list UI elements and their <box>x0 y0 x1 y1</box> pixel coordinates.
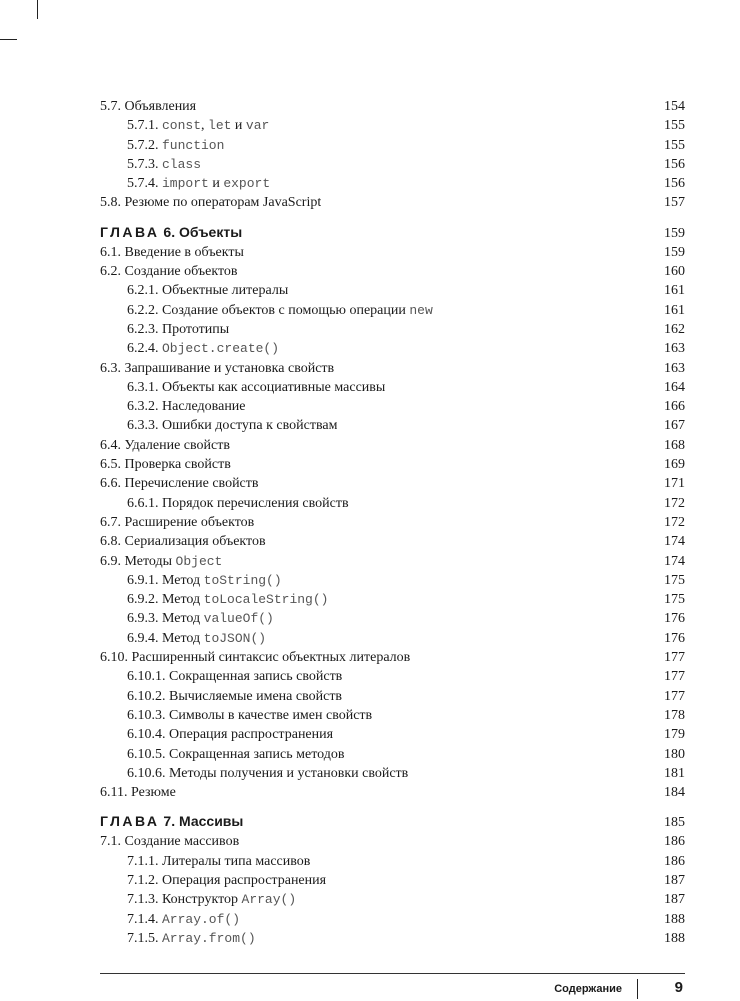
page-number: 9 <box>674 979 683 996</box>
toc-entry-text: 6.8. Сериализация объектов <box>100 534 266 550</box>
toc-entry <box>100 532 685 551</box>
toc-entry-text: 5.7. Объявления <box>100 99 197 114</box>
toc-entry <box>100 552 685 571</box>
toc-entry-title <box>100 648 410 667</box>
toc-page-number: 154 <box>664 99 685 114</box>
toc-entry-title <box>127 687 342 706</box>
toc-entry <box>100 494 685 513</box>
toc-entry-title <box>127 320 229 339</box>
toc-page-number: 155 <box>664 118 685 134</box>
toc-entry-text: 6.2.1. Объектные литералы <box>127 283 289 299</box>
toc-page-number: 169 <box>664 457 685 473</box>
toc-entry-title <box>100 359 334 378</box>
toc-page-number: 157 <box>664 195 685 211</box>
toc-entry-title <box>127 281 288 300</box>
toc-entry-text: 6.3.3. Ошибки доступа к свойствам <box>127 418 338 434</box>
toc-entry-title <box>127 871 326 890</box>
toc-page-number: 177 <box>664 650 685 666</box>
toc-entry <box>100 320 685 339</box>
toc-entry-title <box>127 494 349 513</box>
toc-entry-title <box>127 116 269 135</box>
toc-entry <box>100 116 685 135</box>
toc-page-number: 172 <box>664 495 685 511</box>
toc-entry-text: 5.8. Резюме по операторам JavaScript <box>100 195 322 211</box>
code-identifier: import <box>162 176 209 192</box>
toc-entry-text: 6.10. Расширенный синтаксис объектных литералов <box>100 650 411 666</box>
toc-page-number: 172 <box>664 514 685 530</box>
toc-entry-title <box>100 262 238 281</box>
toc-entry <box>100 648 685 667</box>
toc-entry-text: 7.1.1. Литералы типа массивов <box>127 853 311 869</box>
toc-entry-title <box>100 783 176 802</box>
code-identifier: const <box>162 118 202 134</box>
code-identifier: Array.from() <box>162 930 256 946</box>
toc-entry-title <box>127 764 408 783</box>
toc-entry-title <box>127 890 296 909</box>
toc-page-number: 186 <box>664 853 685 869</box>
toc-entry-text: 6.9.2. Метод <box>127 592 204 608</box>
toc-entry <box>100 262 685 281</box>
toc-page-number: 176 <box>664 630 685 646</box>
toc-page-number: 176 <box>664 611 685 627</box>
toc-entry-title <box>100 223 242 242</box>
toc-entry-text: 5.7.1. <box>127 118 162 134</box>
chapter-word: ГЛАВА <box>100 223 160 240</box>
toc-entry <box>100 339 685 358</box>
toc-page-number: 163 <box>664 360 685 376</box>
toc-entry <box>100 871 685 890</box>
toc-entry <box>100 193 685 212</box>
toc-page-number: 188 <box>664 930 685 946</box>
toc-entry <box>100 97 685 116</box>
toc-entry-title <box>127 301 433 320</box>
toc-entry-text: 6.1. Введение в объекты <box>100 244 244 260</box>
footer-separator <box>637 979 638 999</box>
toc-page-number: 175 <box>664 572 685 588</box>
toc-entry-text: 5.7.4. <box>127 176 162 192</box>
toc-chapter-heading <box>100 223 685 242</box>
toc-entry <box>100 301 685 320</box>
toc-entry-text: 6.2.4. <box>127 341 162 357</box>
toc-entry-title <box>100 97 196 116</box>
toc-entry-title <box>100 474 259 493</box>
toc-entry <box>100 155 685 174</box>
toc-entry-title <box>100 832 239 851</box>
toc-entry <box>100 455 685 474</box>
toc-page-number: 160 <box>664 264 685 280</box>
toc-entry <box>100 832 685 851</box>
code-identifier: toLocaleString() <box>203 592 329 608</box>
code-identifier: new <box>409 302 433 318</box>
toc-entry-title <box>127 339 279 358</box>
code-identifier: valueOf() <box>203 611 274 627</box>
toc-entry <box>100 706 685 725</box>
toc-entry-text: 6.9.4. Метод <box>127 630 204 646</box>
toc-entry-title <box>127 378 385 397</box>
toc-entry-text: 6.6. Перечисление свойств <box>100 476 259 492</box>
toc-entry <box>100 725 685 744</box>
toc-entry-text: 6.6.1. Порядок перечисления свойств <box>127 495 349 511</box>
toc-entry-text: 6.9.1. Метод <box>127 572 204 588</box>
toc-entry-text: 6.10.3. Символы в качестве имен свойств <box>127 707 373 723</box>
toc-page-number: 156 <box>664 156 685 172</box>
toc-entry <box>100 378 685 397</box>
toc-page-number: 187 <box>664 892 685 908</box>
crop-mark-vertical <box>37 0 38 19</box>
toc-page-number: 156 <box>664 176 685 192</box>
toc-entry-text: , <box>201 118 209 134</box>
toc-chapter-heading <box>100 812 685 831</box>
toc-entry <box>100 629 685 648</box>
toc-entry <box>100 513 685 532</box>
toc-entry-text: 6.9.3. Метод <box>127 611 204 627</box>
code-identifier: Object.create() <box>162 341 280 357</box>
running-title: Содержание <box>554 983 622 995</box>
toc-page-number: 185 <box>664 815 685 831</box>
chapter-word: ГЛАВА <box>100 813 160 830</box>
toc-entry-text: 6.3.2. Наследование <box>127 399 246 415</box>
toc-page-number: 166 <box>664 399 685 415</box>
toc-entry-text: 6.10.5. Сокращенная запись методов <box>127 746 345 762</box>
toc-entry <box>100 745 685 764</box>
toc-page-number: 164 <box>664 379 685 395</box>
toc-entry-title <box>127 629 266 648</box>
crop-mark-horizontal <box>0 39 17 40</box>
toc-entry <box>100 174 685 193</box>
toc-entry-title <box>100 812 243 831</box>
toc-entry-title <box>100 513 254 532</box>
toc-page-number: 162 <box>664 321 685 337</box>
toc-entry <box>100 687 685 706</box>
toc-entry-text: 6.10.4. Операция распространения <box>127 727 334 743</box>
toc-entry <box>100 609 685 628</box>
toc-entry-text: 6.10.2. Вычисляемые имена свойств <box>127 688 343 704</box>
toc-entry-text: 5.7.2. <box>127 137 162 153</box>
toc-entry-title <box>100 552 222 571</box>
code-identifier: Object <box>175 553 223 569</box>
toc-entry-title <box>127 725 333 744</box>
toc-entry-text: 6.3.1. Объекты как ассоциативные массивы <box>127 379 386 395</box>
toc-entry-text: и <box>231 118 246 134</box>
toc-page-number: 168 <box>664 437 685 453</box>
toc-entry-text: 6.2.2. Создание объектов с помощью операции <box>127 302 410 318</box>
toc-entry-title <box>127 910 240 929</box>
toc-entry-text: 6.9. Методы <box>100 553 176 569</box>
table-of-contents <box>100 97 685 948</box>
toc-entry-title <box>100 532 266 551</box>
toc-entry <box>100 243 685 262</box>
toc-entry <box>100 890 685 909</box>
toc-entry-title <box>127 745 344 764</box>
toc-entry <box>100 929 685 948</box>
toc-entry-title <box>100 193 321 212</box>
toc-entry-title <box>127 174 270 193</box>
code-identifier: function <box>162 137 225 153</box>
toc-entry <box>100 474 685 493</box>
toc-entry-text: 7.1.5. <box>127 930 162 946</box>
toc-page-number: 163 <box>664 341 685 357</box>
code-identifier: toString() <box>203 572 282 588</box>
toc-page-number: 177 <box>664 688 685 704</box>
toc-entry-title <box>127 590 328 609</box>
toc-entry-text: 6.11. Резюме <box>100 785 176 801</box>
toc-entry-title <box>127 609 274 628</box>
toc-page-number: 167 <box>664 418 685 434</box>
toc-entry-text: и <box>208 176 224 192</box>
toc-entry-title <box>127 852 310 871</box>
toc-entry <box>100 436 685 455</box>
toc-entry-title <box>127 416 337 435</box>
toc-entry-text: 5.7.3. <box>127 156 162 172</box>
toc-entry <box>100 281 685 300</box>
toc-entry-text: 6.2.3. Прототипы <box>127 321 230 337</box>
toc-page-number: 174 <box>664 553 685 569</box>
toc-entry <box>100 852 685 871</box>
toc-entry-title <box>127 706 372 725</box>
toc-page-number: 171 <box>664 476 685 492</box>
toc-entry-text: 6.10.1. Сокращенная запись свойств <box>127 669 343 685</box>
toc-entry <box>100 397 685 416</box>
code-identifier: var <box>245 118 270 134</box>
toc-page-number: 178 <box>664 707 685 723</box>
toc-entry <box>100 416 685 435</box>
toc-page-number: 184 <box>664 785 685 801</box>
footer-rule <box>100 973 685 974</box>
code-identifier: toJSON() <box>203 630 267 646</box>
toc-page-number: 186 <box>664 834 685 850</box>
toc-entry <box>100 764 685 783</box>
toc-entry <box>100 910 685 929</box>
toc-entry-text: 6.10.6. Методы получения и установки свойств <box>127 765 409 781</box>
toc-page-number: 177 <box>664 669 685 685</box>
toc-page-number: 159 <box>664 244 685 260</box>
code-identifier: let <box>208 118 232 134</box>
toc-entry <box>100 136 685 155</box>
toc-entry <box>100 571 685 590</box>
code-identifier: class <box>162 156 202 172</box>
toc-entry-text: 6. Объекты <box>159 223 243 240</box>
toc-entry-text: 6.5. Проверка свойств <box>100 457 231 473</box>
toc-page-number: 188 <box>664 911 685 927</box>
toc-entry-text: 6.4. Удаление свойств <box>100 437 230 453</box>
toc-entry-text: 6.2. Создание объектов <box>100 264 238 280</box>
toc-entry <box>100 783 685 802</box>
toc-entry-title <box>100 455 231 474</box>
toc-entry-text: 7.1.3. Конструктор <box>127 892 242 908</box>
page-footer <box>100 979 685 1001</box>
toc-page-number: 161 <box>664 283 685 299</box>
toc-page-number: 175 <box>664 592 685 608</box>
toc-entry-text: 7.1.2. Операция распространения <box>127 872 327 888</box>
code-identifier: Array.of() <box>162 911 241 927</box>
toc-page-number: 179 <box>664 727 685 743</box>
toc-entry <box>100 359 685 378</box>
toc-page-number: 161 <box>664 302 685 318</box>
toc-entry <box>100 590 685 609</box>
toc-page-number: 180 <box>664 746 685 762</box>
toc-entry-title <box>100 243 244 262</box>
toc-entry-title <box>127 667 342 686</box>
toc-entry-title <box>100 436 230 455</box>
toc-entry <box>100 667 685 686</box>
toc-entry-text: 7.1. Создание массивов <box>100 834 240 850</box>
toc-page-number: 174 <box>664 534 685 550</box>
toc-page-number: 155 <box>664 137 685 153</box>
toc-page-number: 187 <box>664 872 685 888</box>
toc-entry-title <box>127 155 201 174</box>
code-identifier: export <box>223 176 271 192</box>
toc-entry-text: 7.1.4. <box>127 911 162 927</box>
toc-page-number: 181 <box>664 765 685 781</box>
toc-entry-title <box>127 571 282 590</box>
toc-entry-title <box>127 397 246 416</box>
toc-page-number: 159 <box>664 225 685 241</box>
toc-entry-text: 7. Массивы <box>159 813 244 830</box>
toc-entry-text: 6.7. Расширение объектов <box>100 514 255 530</box>
toc-entry-title <box>127 136 224 155</box>
toc-entry-title <box>127 929 256 948</box>
toc-entry-text: 6.3. Запрашивание и установка свойств <box>100 360 335 376</box>
code-identifier: Array() <box>241 892 297 908</box>
